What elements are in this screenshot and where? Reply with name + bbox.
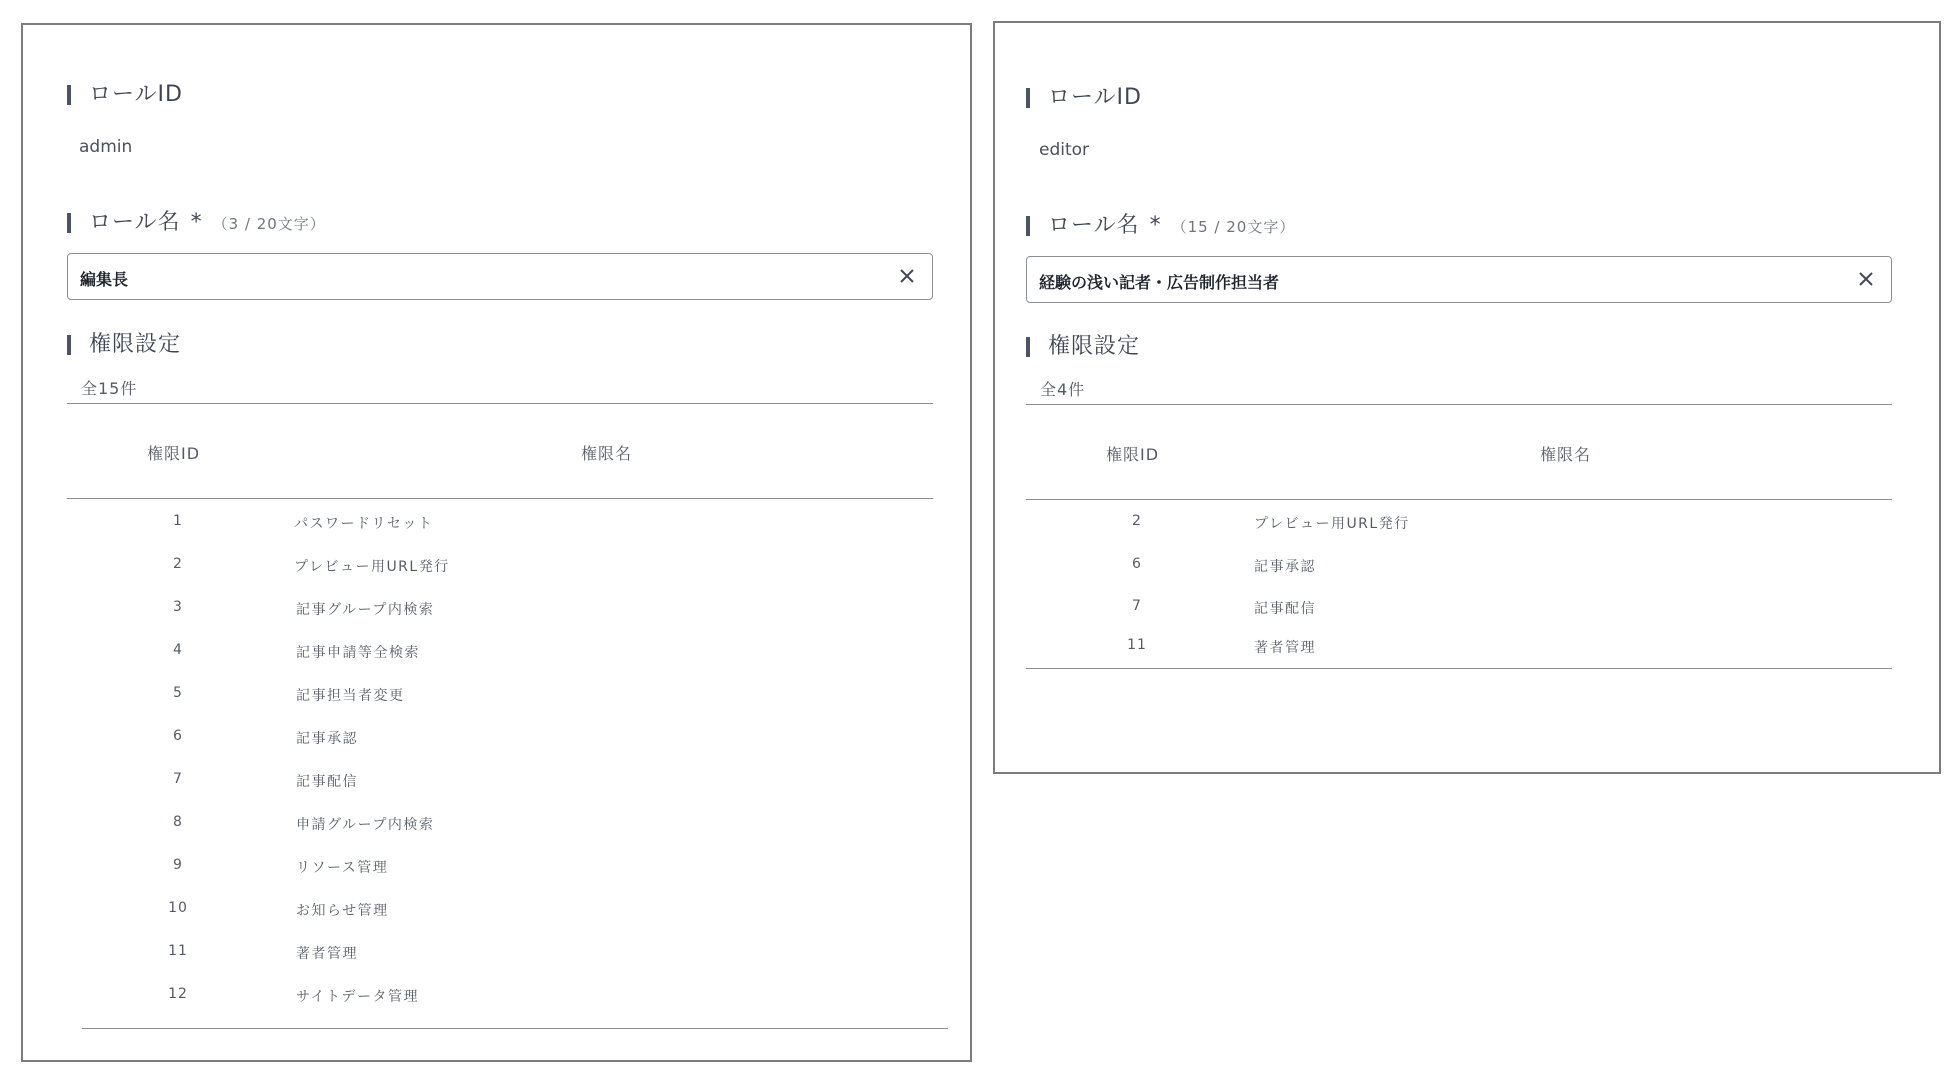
table-row	[995, 595, 1935, 625]
column-header-permission-name[interactable]: 権限名	[1540, 445, 1592, 464]
column-header-permission-name[interactable]: 権限名	[581, 444, 633, 463]
permission-id: 4	[173, 642, 183, 658]
role-panel-admin	[21, 23, 972, 1062]
char-counter: （15 / 20文字）	[1171, 218, 1296, 236]
table-header-divider	[1026, 499, 1892, 500]
table-row	[23, 682, 963, 712]
permission-id: 6	[1132, 556, 1142, 572]
table-row	[23, 983, 963, 1013]
table-row	[23, 897, 963, 927]
permission-name: 記事担当者変更	[296, 688, 405, 704]
role-name-input[interactable]	[67, 253, 933, 300]
table-row	[995, 553, 1935, 583]
permission-id: 12	[168, 986, 188, 1002]
role-id-value: admin	[79, 137, 133, 157]
permissions-heading	[67, 331, 181, 359]
permission-id: 7	[173, 771, 183, 787]
heading-accent-bar	[1026, 337, 1030, 357]
char-counter: （3 / 20文字）	[212, 215, 326, 233]
column-header-permission-id[interactable]: 権限ID	[147, 444, 201, 463]
permission-id: 2	[1132, 513, 1142, 529]
table-row	[23, 811, 963, 841]
permission-name: パスワードリセット	[294, 516, 434, 532]
total-count: 全4件	[1040, 380, 1086, 399]
permission-name: 申請グループ内検索	[296, 817, 435, 833]
permission-id: 6	[173, 728, 183, 744]
permission-id: 10	[168, 900, 188, 916]
divider	[1026, 404, 1892, 405]
permission-name: 記事承認	[296, 731, 358, 747]
role-name-heading	[1026, 212, 1295, 240]
role-name-heading	[67, 209, 326, 237]
permission-name: 著者管理	[1254, 640, 1316, 656]
divider	[67, 403, 933, 404]
table-row	[23, 639, 963, 669]
heading-accent-bar	[67, 85, 71, 105]
permissions-label: 権限設定	[1048, 334, 1141, 359]
table-bottom-divider	[82, 1028, 948, 1029]
role-name-input[interactable]	[1026, 256, 1892, 303]
permission-name: リソース管理	[296, 860, 389, 876]
role-panel-editor	[993, 21, 1941, 774]
permissions-heading	[1026, 333, 1140, 361]
role-name-label: ロール名	[89, 210, 181, 235]
close-icon[interactable]	[1851, 264, 1881, 294]
table-row	[23, 510, 963, 540]
total-count: 全15件	[81, 379, 138, 398]
permission-name: 記事配信	[296, 774, 358, 790]
permission-id: 2	[173, 556, 183, 572]
permission-id: 5	[173, 685, 183, 701]
table-row	[23, 725, 963, 755]
table-row	[23, 940, 963, 970]
role-id-label: ロールID	[89, 82, 183, 107]
table-bottom-divider	[1026, 668, 1892, 669]
permission-name: 記事申請等全検索	[296, 645, 420, 661]
table-header-divider	[67, 498, 933, 499]
column-header-permission-id[interactable]: 権限ID	[1106, 445, 1160, 464]
role-name-input-value[interactable]: 編集長	[80, 270, 129, 289]
role-name-input-value[interactable]: 経験の浅い記者・広告制作担当者	[1039, 273, 1280, 292]
permission-id: 11	[1127, 637, 1147, 653]
permissions-label: 権限設定	[89, 332, 182, 357]
table-row	[995, 510, 1935, 540]
required-mark: *	[190, 210, 203, 235]
required-mark: *	[1149, 213, 1162, 238]
permission-id: 7	[1132, 598, 1142, 614]
permission-name: サイトデータ管理	[296, 989, 420, 1005]
table-row	[23, 596, 963, 626]
table-row	[995, 634, 1935, 664]
table-row	[23, 768, 963, 798]
role-name-label: ロール名	[1048, 213, 1140, 238]
permission-id: 9	[173, 857, 183, 873]
permission-id: 3	[173, 599, 183, 615]
permission-name: 記事配信	[1254, 601, 1316, 617]
permission-id: 11	[168, 943, 188, 959]
table-row	[23, 854, 963, 884]
role-id-value: editor	[1039, 140, 1090, 160]
heading-accent-bar	[1026, 216, 1030, 236]
close-icon[interactable]	[892, 261, 922, 291]
role-id-heading	[67, 81, 183, 109]
table-row	[23, 553, 963, 583]
heading-accent-bar	[1026, 88, 1030, 108]
role-id-heading	[1026, 84, 1142, 112]
heading-accent-bar	[67, 335, 71, 355]
permission-name: 記事承認	[1254, 559, 1316, 575]
permission-name: 著者管理	[296, 946, 358, 962]
permission-id: 8	[173, 814, 183, 830]
permission-name: プレビュー用URL発行	[294, 559, 450, 575]
permission-name: プレビュー用URL発行	[1254, 516, 1410, 532]
permission-id: 1	[173, 513, 183, 529]
permission-name: 記事グループ内検索	[296, 602, 435, 618]
heading-accent-bar	[67, 213, 71, 233]
role-id-label: ロールID	[1048, 85, 1142, 110]
permission-name: お知らせ管理	[296, 903, 389, 919]
